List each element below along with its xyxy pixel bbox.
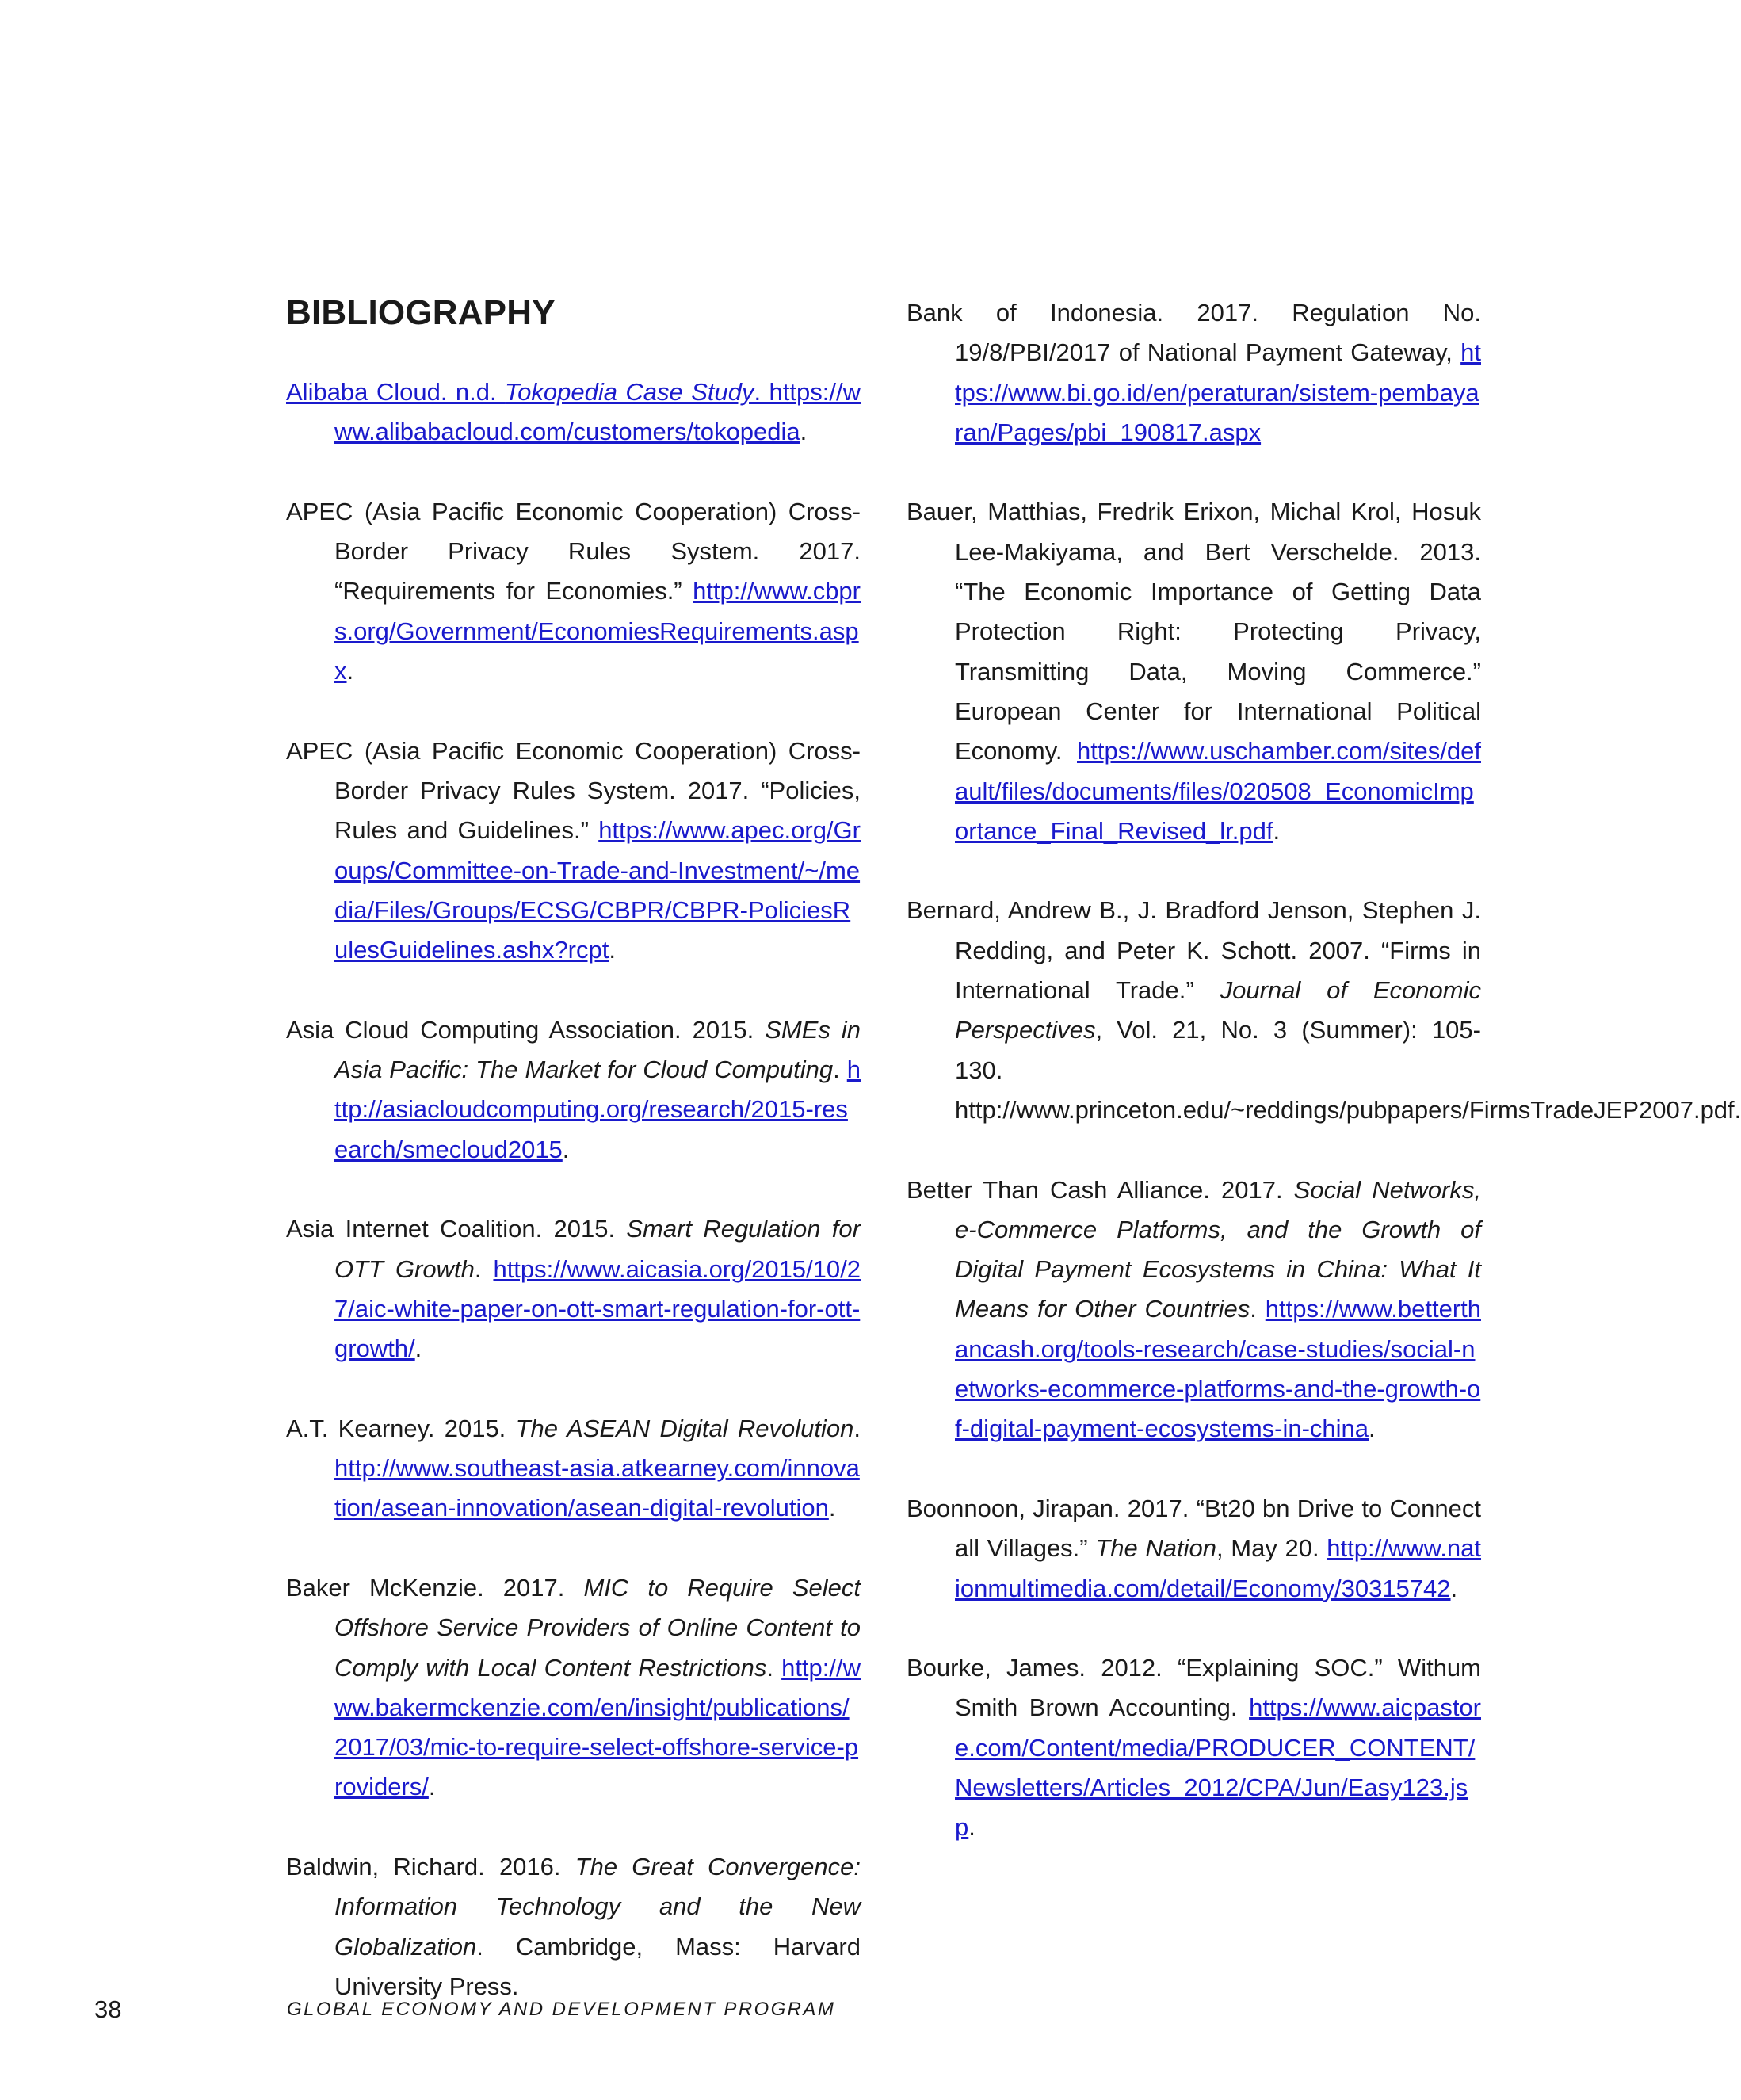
reference-text: Baldwin, Richard. 2016. bbox=[286, 1852, 575, 1880]
reference-text: Asia Cloud Computing Association. 2015. bbox=[286, 1015, 766, 1044]
reference-text: . bbox=[1369, 1415, 1376, 1443]
bibliography-entry bbox=[907, 492, 1481, 851]
reference-text: Boonnoon, Jirapan. 2017. “Bt20 bn Drive to Connect all Villages.” bbox=[907, 1494, 1481, 1563]
bibliography-list-left bbox=[286, 372, 861, 2006]
reference-title: Journal of Economic Perspectives bbox=[955, 976, 1481, 1044]
reference-text: Bernard, Andrew B., J. Bradford Jenson, Stephen J. Redding, and Peter K. Schott. 2007. “Firms in International Trade.” bbox=[907, 896, 1481, 1005]
bibliography-entry bbox=[907, 1648, 1481, 1847]
reference-text: Bank of Indonesia. 2017. Regulation No. 19/8/PBI/2017 of National Payment Gateway, bbox=[907, 299, 1481, 367]
bibliography-entry bbox=[286, 492, 861, 691]
reference-text: Asia Internet Coalition. 2015. bbox=[286, 1215, 627, 1243]
bibliography-entry bbox=[907, 891, 1741, 1130]
reference-link[interactable]: https://www.apec.org/Groups/Committee-on-Trade-and-Investment/~/media/Files/Groups/ECSG/CBPR/CBPR-PoliciesRulesGuidelines.ashx?rcpt bbox=[334, 816, 861, 964]
reference-text: . bbox=[609, 936, 616, 964]
reference-text: , Vol. 21, No. 3 (Summer): 105-130. http://www.princeton.edu/~reddings/pubpapers/FirmsTradeJEP2007.pdf. bbox=[955, 1016, 1741, 1124]
reference-link[interactable]: https://www.betterthancash.org/tools-research/case-studies/social-networks-ecommerce-platforms-and-the-growth-of-digital-payment-ecosystems-in-china bbox=[955, 1295, 1481, 1443]
bibliography-list-right bbox=[907, 293, 1741, 1848]
bibliography-entry bbox=[286, 1847, 861, 2006]
reference-text: APEC (Asia Pacific Economic Cooperation) Cross-Border Privacy Rules System. 2017. “Requirements for Economies.” bbox=[286, 497, 861, 605]
reference-text: . bbox=[414, 1334, 422, 1363]
reference-link[interactable]: https://www.uschamber.com/sites/default/files/documents/files/020508_EconomicImportance_Final_Revised_lr.pdf bbox=[955, 737, 1481, 845]
bibliography-entry bbox=[286, 731, 861, 971]
bibliography-entry bbox=[286, 372, 861, 452]
bibliography-entry bbox=[907, 1170, 1481, 1449]
reference-text: . bbox=[1273, 816, 1281, 845]
footer-title: GLOBAL ECONOMY AND DEVELOPMENT PROGRAM bbox=[287, 1999, 836, 2020]
reference-text: . Cambridge, Mass: Harvard University Press. bbox=[334, 1932, 861, 2000]
reference-text: Baker McKenzie. 2017. bbox=[286, 1573, 584, 1602]
reference-text: Bauer, Matthias, Fredrik Erixon, Michal Krol, Hosuk Lee-Makiyama, and Bert Verschelde. 2013. “The Economic Importance of Getting Data Protection Right: Protecting Privacy, Transmitting Data, Moving Commerce.” European Center for International Political Economy. bbox=[907, 498, 1481, 766]
bibliography-entry bbox=[286, 1568, 861, 1808]
page-title: BIBLIOGRAPHY bbox=[286, 293, 556, 332]
reference-link[interactable]: http://asiacloudcomputing.org/research/2015-research/smecloud2015 bbox=[334, 1056, 861, 1163]
reference-title: SMEs in Asia Pacific: The Market for Cloud Computing bbox=[334, 1015, 861, 1084]
reference-link[interactable]: https://www.aicasia.org/2015/10/27/aic-white-paper-on-ott-smart-regulation-for-ott-growth/ bbox=[334, 1254, 861, 1363]
reference-text: Better Than Cash Alliance. 2017. bbox=[907, 1175, 1294, 1204]
reference-link[interactable]: http://www.cbprs.org/Government/EconomiesRequirements.aspx bbox=[334, 577, 861, 685]
reference-link[interactable]: . https://www.alibabacloud.com/customers/tokopedia bbox=[334, 378, 861, 446]
reference-text: . bbox=[853, 1414, 861, 1442]
reference-text: . bbox=[346, 657, 354, 685]
reference-link[interactable]: http://www.southeast-asia.atkearney.com/innovation/asean-innovation/asean-digital-revolution bbox=[334, 1454, 860, 1522]
reference-text: . bbox=[833, 1056, 847, 1084]
reference-title: Smart Regulation for OTT Growth bbox=[334, 1215, 861, 1283]
reference-text: , May 20. bbox=[1216, 1534, 1327, 1563]
bibliography-entry bbox=[907, 293, 1481, 452]
reference-text: Bourke, James. 2012. “Explaining SOC.” Withum Smith Brown Accounting. bbox=[907, 1654, 1481, 1722]
reference-text: A.T. Kearney. 2015. bbox=[286, 1414, 516, 1442]
reference-text: . bbox=[968, 1813, 975, 1842]
reference-link[interactable]: http://www.nationmultimedia.com/detail/Economy/30315742 bbox=[955, 1534, 1482, 1602]
left-column bbox=[286, 293, 861, 2006]
right-column bbox=[907, 293, 1741, 1848]
reference-link[interactable]: http://www.bakermckenzie.com/en/insight/publications/2017/03/mic-to-require-select-offshore-service-providers/ bbox=[334, 1653, 861, 1801]
reference-text: . bbox=[828, 1494, 836, 1522]
page-number: 38 bbox=[94, 1995, 122, 2023]
bibliography-entry bbox=[286, 1409, 861, 1529]
reference-text: . bbox=[428, 1773, 436, 1801]
reference-text: . bbox=[1250, 1295, 1266, 1323]
reference-title: Social Networks, e-Commerce Platforms, and the Growth of Digital Payment Ecosystems in China: What It Means for Other Countries bbox=[955, 1175, 1481, 1323]
reference-text: . bbox=[562, 1135, 570, 1163]
reference-text: . bbox=[766, 1653, 782, 1682]
bibliography-entry bbox=[286, 1010, 861, 1170]
reference-title: The Great Convergence: Information Technology and the New Globalization bbox=[334, 1852, 861, 1961]
reference-title: MIC to Require Select Offshore Service Providers of Online Content to Comply with Local Content Restrictions bbox=[334, 1573, 861, 1682]
reference-text: . bbox=[1450, 1574, 1458, 1602]
reference-link[interactable]: Tokopedia Case Study bbox=[505, 378, 754, 406]
reference-link[interactable]: Alibaba Cloud. n.d. bbox=[286, 378, 506, 406]
reference-text: . bbox=[474, 1254, 494, 1283]
bibliography-entry bbox=[286, 1209, 861, 1369]
reference-title: The Nation bbox=[1095, 1534, 1216, 1563]
reference-text: . bbox=[800, 418, 808, 446]
reference-link[interactable]: https://www.aicpastore.com/Content/media/PRODUCER_CONTENT/Newsletters/Articles_2012/CPA/Jun/Easy123.jsp bbox=[955, 1693, 1481, 1842]
reference-title: The ASEAN Digital Revolution bbox=[515, 1414, 854, 1442]
bibliography-entry bbox=[907, 1489, 1481, 1609]
reference-text: APEC (Asia Pacific Economic Cooperation) Cross-Border Privacy Rules System. 2017. “Policies, Rules and Guidelines.” bbox=[286, 736, 861, 845]
reference-link[interactable]: https://www.bi.go.id/en/peraturan/sistem-pembayaran/Pages/pbi_190817.aspx bbox=[955, 338, 1481, 446]
